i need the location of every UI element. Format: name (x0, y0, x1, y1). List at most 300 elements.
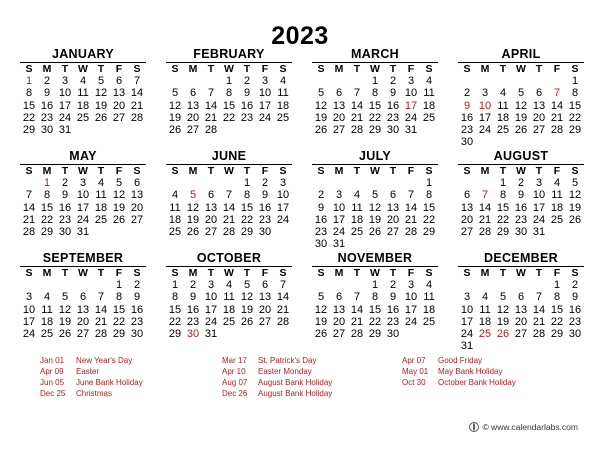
day-cell: 14 (350, 99, 364, 112)
day-cell: 5 (571, 177, 579, 190)
day-cell: 10 (58, 87, 72, 100)
day-cell: 27 (532, 123, 546, 136)
day-cell: 18 (222, 303, 236, 316)
day-cell: 12 (112, 189, 126, 202)
weekday-header: M (480, 63, 490, 75)
day-cell: 10 (532, 189, 546, 202)
day-cell: 15 (368, 99, 382, 112)
holiday-column (40, 355, 143, 399)
day-cell: 24 (258, 111, 272, 124)
day-cell: 21 (22, 213, 36, 226)
weekday-header: T (535, 165, 543, 177)
day-cell: 4 (279, 75, 287, 88)
day-cell: 27 (204, 225, 218, 238)
empty-day-cell (494, 279, 512, 291)
day-cell: 29 (568, 123, 582, 136)
weekday-header: T (499, 267, 507, 279)
day-cell: 17 (460, 315, 474, 328)
day-cell: 9 (571, 291, 579, 304)
weekday-header: M (188, 267, 198, 279)
empty-day-cell (202, 75, 220, 87)
weekday-header: T (353, 63, 361, 75)
day-cell: 4 (425, 75, 433, 88)
holiday-item (222, 388, 332, 399)
day-cell: 29 (112, 327, 126, 340)
holiday-date: Apr 09 (40, 367, 64, 376)
day-cell: 14 (94, 303, 108, 316)
day-cell: 21 (550, 111, 564, 124)
holiday-day-cell: 17 (404, 99, 418, 112)
holiday-column (402, 355, 516, 388)
holiday-day-cell: 10 (478, 99, 492, 112)
day-cell: 30 (568, 327, 582, 340)
weekday-header: W (78, 267, 88, 279)
holiday-day-cell: 25 (478, 327, 492, 340)
holiday-date: Dec 26 (222, 389, 248, 398)
holiday-day-cell: 7 (481, 189, 489, 202)
day-cell: 24 (276, 213, 290, 226)
day-cell: 16 (460, 111, 474, 124)
day-cell: 26 (568, 213, 582, 226)
calendar-year-title: 2023 (271, 22, 329, 50)
weekday-header: T (535, 267, 543, 279)
weekday-header: T (207, 63, 215, 75)
empty-day-cell (476, 75, 494, 87)
day-cell: 12 (186, 201, 200, 214)
weekday-header: S (571, 165, 579, 177)
weekday-header: T (207, 267, 215, 279)
day-cell: 10 (276, 189, 290, 202)
day-cell: 27 (332, 327, 346, 340)
day-cell: 5 (171, 87, 179, 100)
holiday-date: Apr 10 (222, 367, 246, 376)
empty-day-cell (366, 177, 384, 189)
day-cell: 18 (40, 315, 54, 328)
holiday-item (222, 377, 332, 388)
day-cell: 17 (22, 315, 36, 328)
day-cell: 21 (222, 213, 236, 226)
day-cell: 19 (314, 315, 328, 328)
day-cell: 29 (368, 123, 382, 136)
weekday-header: T (243, 165, 251, 177)
day-cell: 27 (258, 315, 272, 328)
holiday-date: Oct 30 (402, 378, 426, 387)
day-cell: 24 (404, 315, 418, 328)
day-cell: 27 (332, 123, 346, 136)
day-cell: 27 (130, 213, 144, 226)
weekday-header: M (334, 267, 344, 279)
weekday-header: T (207, 165, 215, 177)
weekday-header: F (115, 267, 123, 279)
weekday-header: M (188, 63, 198, 75)
day-cell: 16 (514, 201, 528, 214)
month-day-grid (166, 165, 292, 238)
day-cell: 11 (277, 87, 289, 100)
day-cell: 13 (76, 303, 90, 316)
day-cell: 31 (332, 238, 346, 251)
day-cell: 22 (368, 315, 382, 328)
empty-day-cell (92, 279, 110, 291)
empty-day-cell (202, 177, 220, 189)
day-cell: 19 (58, 315, 72, 328)
day-cell: 25 (168, 225, 182, 238)
day-cell: 14 (532, 303, 546, 316)
day-cell: 21 (204, 111, 218, 124)
day-cell: 10 (22, 303, 36, 316)
day-cell: 12 (314, 303, 328, 316)
weekday-header: S (25, 165, 33, 177)
holiday-day-cell: 7 (553, 87, 561, 100)
day-cell: 12 (168, 99, 182, 112)
day-cell: 20 (186, 111, 200, 124)
weekday-header: S (25, 63, 33, 75)
day-cell: 1 (425, 177, 433, 190)
weekday-header: T (61, 63, 69, 75)
day-cell: 20 (204, 213, 218, 226)
empty-day-cell (348, 177, 366, 189)
weekday-header: S (171, 63, 179, 75)
day-cell: 6 (463, 189, 471, 202)
day-cell: 3 (463, 291, 471, 304)
day-cell: 5 (317, 291, 325, 304)
empty-day-cell (512, 75, 530, 87)
month-title: FEBRUARY (166, 46, 292, 63)
weekday-header: W (224, 267, 234, 279)
weekday-header: F (407, 165, 415, 177)
day-cell: 26 (112, 213, 126, 226)
day-cell: 6 (79, 291, 87, 304)
day-cell: 6 (133, 177, 141, 190)
weekday-header: T (243, 63, 251, 75)
weekday-header: T (353, 165, 361, 177)
day-cell: 6 (261, 279, 269, 292)
day-cell: 18 (350, 213, 364, 226)
empty-day-cell (530, 279, 548, 291)
weekday-header: T (353, 267, 361, 279)
empty-day-cell (476, 279, 494, 291)
weekday-header: S (25, 267, 33, 279)
day-cell: 14 (276, 291, 290, 304)
day-cell: 8 (25, 87, 33, 100)
day-cell: 24 (204, 315, 218, 328)
day-cell: 3 (25, 291, 33, 304)
day-cell: 22 (240, 213, 254, 226)
day-cell: 19 (568, 201, 582, 214)
day-cell: 30 (40, 123, 54, 136)
day-cell: 15 (550, 303, 564, 316)
weekday-header: W (370, 165, 380, 177)
weekday-header: W (78, 63, 88, 75)
day-cell: 17 (58, 99, 72, 112)
holiday-column (222, 355, 332, 399)
empty-day-cell (348, 75, 366, 87)
day-cell: 31 (58, 123, 72, 136)
holiday-name: May Bank Holiday (438, 367, 503, 376)
empty-day-cell (312, 279, 330, 291)
day-cell: 21 (404, 213, 418, 226)
day-cell: 12 (314, 99, 328, 112)
month-day-grid (458, 165, 584, 238)
weekday-header: S (171, 165, 179, 177)
day-cell: 27 (112, 111, 126, 124)
weekday-header: W (516, 165, 526, 177)
day-cell: 4 (553, 177, 561, 190)
month-day-grid (458, 267, 584, 352)
day-cell: 23 (240, 111, 254, 124)
month-title: MARCH (312, 46, 438, 63)
day-cell: 11 (223, 291, 235, 304)
day-cell: 29 (168, 327, 182, 340)
weekday-header: T (499, 165, 507, 177)
month-title: JANUARY (20, 46, 146, 63)
day-cell: 25 (94, 213, 108, 226)
day-cell: 13 (112, 87, 126, 100)
day-cell: 11 (169, 201, 181, 214)
day-cell: 8 (499, 189, 507, 202)
day-cell: 27 (386, 225, 400, 238)
day-cell: 13 (186, 99, 200, 112)
weekday-header: F (407, 63, 415, 75)
empty-day-cell (494, 75, 512, 87)
holiday-day-cell: 1 (25, 75, 33, 88)
day-cell: 9 (389, 291, 397, 304)
holiday-name: Christmas (76, 389, 113, 398)
day-cell: 10 (404, 87, 418, 100)
day-cell: 25 (350, 225, 364, 238)
day-cell: 12 (94, 87, 108, 100)
day-cell: 27 (460, 225, 474, 238)
holiday-day-cell: 30 (186, 327, 200, 340)
empty-day-cell (184, 177, 202, 189)
weekday-header: T (499, 63, 507, 75)
month-title: MAY (20, 148, 146, 165)
day-cell: 5 (517, 87, 525, 100)
holiday-date: Mar 17 (222, 356, 247, 365)
holiday-list (40, 355, 560, 427)
day-cell: 16 (386, 99, 400, 112)
day-cell: 8 (115, 291, 123, 304)
day-cell: 19 (314, 111, 328, 124)
month-day-grid (458, 63, 584, 148)
day-cell: 27 (186, 123, 200, 136)
empty-day-cell (458, 279, 476, 291)
holiday-item (40, 355, 143, 366)
day-cell: 10 (76, 189, 90, 202)
day-cell: 18 (94, 201, 108, 214)
day-cell: 4 (425, 279, 433, 292)
day-cell: 24 (58, 111, 72, 124)
day-cell: 11 (95, 189, 107, 202)
day-cell: 6 (189, 87, 197, 100)
day-cell: 8 (171, 291, 179, 304)
day-cell: 16 (130, 303, 144, 316)
holiday-day-cell: 1 (43, 177, 51, 190)
day-cell: 26 (58, 327, 72, 340)
empty-day-cell (20, 279, 38, 291)
day-cell: 9 (43, 87, 51, 100)
month-title: NOVEMBER (312, 250, 438, 267)
holiday-item (222, 355, 332, 366)
day-cell: 29 (368, 327, 382, 340)
weekday-header: F (115, 165, 123, 177)
day-cell: 8 (225, 87, 233, 100)
day-cell: 2 (517, 177, 525, 190)
day-cell: 7 (207, 87, 215, 100)
day-cell: 24 (478, 123, 492, 136)
day-cell: 12 (240, 291, 254, 304)
globe-icon (469, 422, 479, 432)
day-cell: 12 (496, 303, 510, 316)
day-cell: 30 (130, 327, 144, 340)
day-cell: 8 (553, 291, 561, 304)
empty-day-cell (330, 177, 348, 189)
day-cell: 14 (222, 201, 236, 214)
day-cell: 24 (532, 213, 546, 226)
weekday-header: M (42, 165, 52, 177)
day-cell: 22 (422, 213, 436, 226)
day-cell: 13 (332, 303, 346, 316)
weekday-header: F (115, 63, 123, 75)
weekday-header: M (334, 63, 344, 75)
day-cell: 15 (368, 303, 382, 316)
empty-day-cell (220, 177, 238, 189)
day-cell: 18 (422, 99, 436, 112)
weekday-header: T (97, 63, 105, 75)
day-cell: 23 (386, 315, 400, 328)
holiday-date: Aug 07 (222, 378, 248, 387)
day-cell: 11 (41, 303, 53, 316)
day-cell: 11 (351, 201, 363, 214)
day-cell: 31 (532, 225, 546, 238)
day-cell: 17 (332, 213, 346, 226)
month-day-grid (166, 63, 292, 136)
day-cell: 6 (517, 291, 525, 304)
weekday-header: T (61, 267, 69, 279)
day-cell: 12 (568, 189, 582, 202)
day-cell: 16 (386, 303, 400, 316)
day-cell: 23 (258, 213, 272, 226)
day-cell: 15 (22, 99, 36, 112)
month-day-grid (312, 267, 438, 340)
holiday-date: Apr 07 (402, 356, 426, 365)
day-cell: 2 (61, 177, 69, 190)
weekday-header: S (317, 63, 325, 75)
day-cell: 10 (258, 87, 272, 100)
day-cell: 26 (314, 123, 328, 136)
day-cell: 16 (240, 99, 254, 112)
weekday-header: W (516, 267, 526, 279)
footer-link[interactable]: © www.calendarlabs.com (482, 422, 578, 432)
weekday-header: F (261, 267, 269, 279)
weekday-header: F (407, 267, 415, 279)
day-cell: 15 (496, 201, 510, 214)
day-cell: 10 (204, 291, 218, 304)
month-march (312, 46, 438, 148)
day-cell: 5 (97, 75, 105, 88)
empty-day-cell (330, 279, 348, 291)
empty-day-cell (512, 279, 530, 291)
day-cell: 9 (517, 189, 525, 202)
day-cell: 18 (76, 99, 90, 112)
weekday-header: T (61, 165, 69, 177)
month-title: APRIL (458, 46, 584, 63)
day-cell: 24 (460, 327, 474, 340)
day-cell: 20 (532, 111, 546, 124)
day-cell: 3 (207, 279, 215, 292)
months-grid (20, 46, 588, 353)
day-cell: 20 (332, 111, 346, 124)
day-cell: 13 (460, 201, 474, 214)
day-cell: 30 (460, 136, 474, 149)
day-cell: 7 (407, 189, 415, 202)
day-cell: 22 (112, 315, 126, 328)
month-october (166, 250, 292, 350)
day-cell: 13 (204, 201, 218, 214)
day-cell: 2 (133, 279, 141, 292)
day-cell: 18 (276, 99, 290, 112)
weekday-header: F (261, 63, 269, 75)
day-cell: 7 (353, 87, 361, 100)
day-cell: 16 (40, 99, 54, 112)
day-cell: 19 (186, 213, 200, 226)
holiday-date: Jun 05 (40, 378, 65, 387)
day-cell: 1 (553, 279, 561, 292)
empty-day-cell (530, 75, 548, 87)
day-cell: 3 (481, 87, 489, 100)
day-cell: 14 (550, 99, 564, 112)
day-cell: 28 (276, 315, 290, 328)
weekday-header: S (463, 267, 471, 279)
month-may (20, 148, 146, 250)
day-cell: 28 (478, 225, 492, 238)
weekday-header: S (133, 165, 141, 177)
holiday-name: St. Patrick's Day (258, 356, 317, 365)
day-cell: 18 (422, 303, 436, 316)
day-cell: 21 (478, 213, 492, 226)
day-cell: 23 (40, 111, 54, 124)
day-cell: 2 (463, 87, 471, 100)
day-cell: 24 (332, 225, 346, 238)
weekday-header: S (463, 63, 471, 75)
day-cell: 10 (404, 291, 418, 304)
day-cell: 1 (371, 279, 379, 292)
weekday-header: M (42, 63, 52, 75)
day-cell: 3 (535, 177, 543, 190)
day-cell: 3 (79, 177, 87, 190)
day-cell: 17 (76, 201, 90, 214)
day-cell: 22 (22, 111, 36, 124)
day-cell: 4 (225, 279, 233, 292)
day-cell: 15 (422, 201, 436, 214)
weekday-header: S (279, 63, 287, 75)
day-cell: 20 (130, 201, 144, 214)
weekday-header: W (78, 165, 88, 177)
day-cell: 20 (332, 315, 346, 328)
day-cell: 22 (168, 315, 182, 328)
day-cell: 25 (550, 213, 564, 226)
day-cell: 31 (76, 225, 90, 238)
holiday-name: Easter Monday (258, 367, 312, 376)
day-cell: 3 (407, 279, 415, 292)
day-cell: 31 (460, 340, 474, 353)
day-cell: 20 (386, 213, 400, 226)
day-cell: 11 (423, 291, 435, 304)
holiday-name: October Bank Holiday (438, 378, 516, 387)
day-cell: 26 (94, 111, 108, 124)
day-cell: 8 (425, 189, 433, 202)
weekday-header: S (133, 63, 141, 75)
day-cell: 19 (368, 213, 382, 226)
